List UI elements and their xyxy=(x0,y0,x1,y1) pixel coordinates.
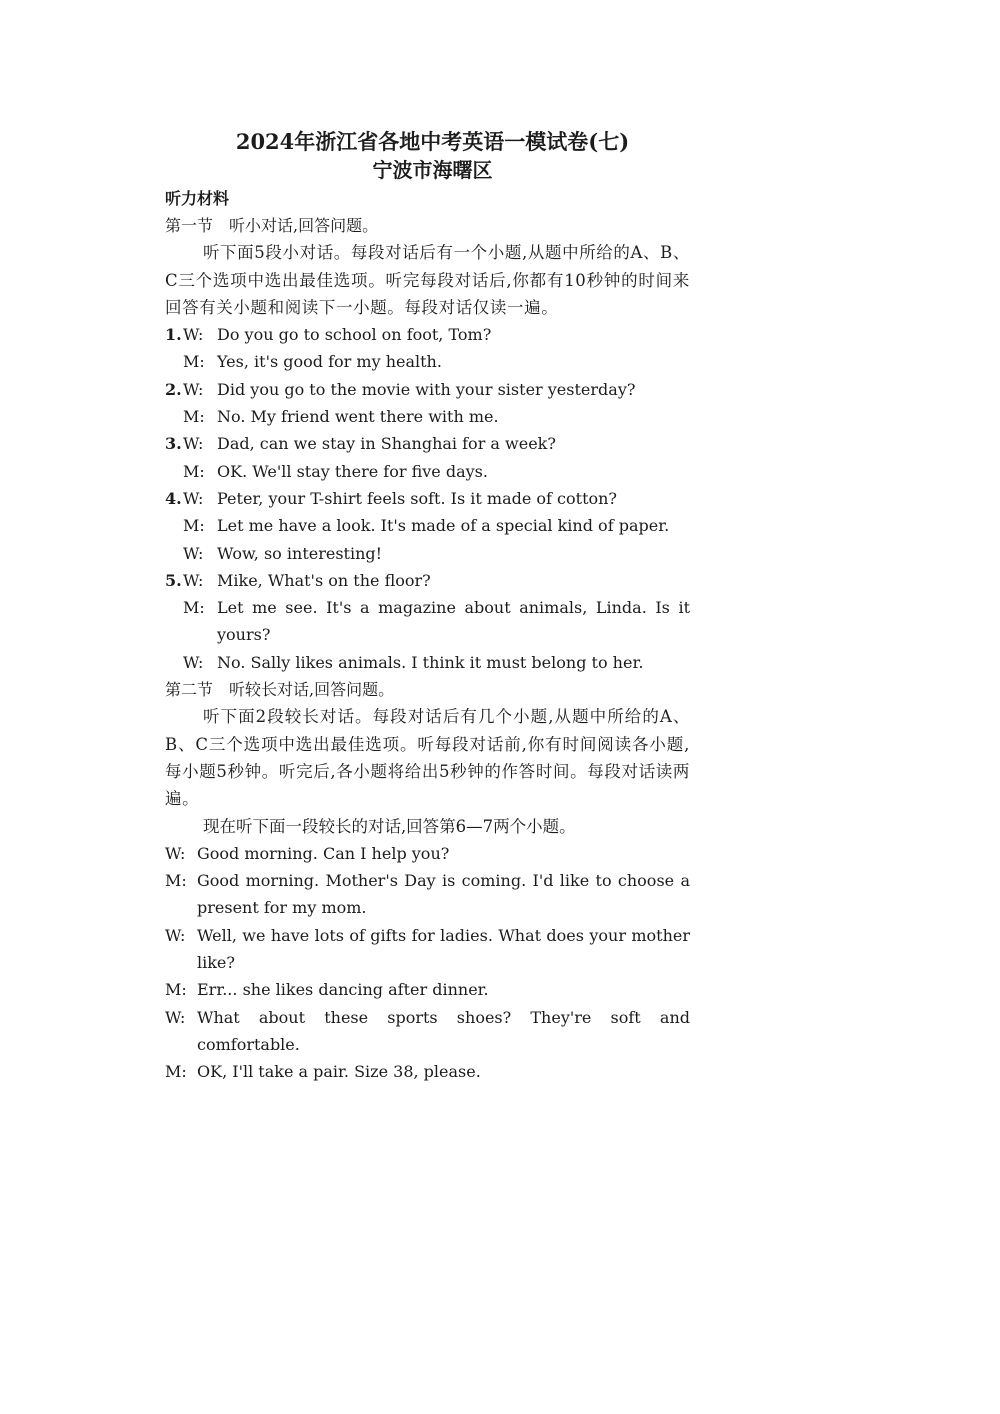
exam-page xyxy=(165,128,690,1086)
page-subtitle: 宁波市海曙区 xyxy=(372,158,493,182)
speaker-label: W: xyxy=(183,543,204,563)
dialogue-line xyxy=(165,321,690,348)
speaker-label: W: xyxy=(183,325,204,345)
speaker-label: W: xyxy=(165,1007,186,1027)
dialogue-text: Wow, so interesting! xyxy=(217,543,383,563)
dialogue-line xyxy=(165,1058,690,1085)
speaker-label: W: xyxy=(165,925,186,945)
dialogue-line xyxy=(165,649,690,676)
part1-instructions: 听下面5段小对话。每段对话后有一个小题,从题中所给的A、B、C三个选项中选出最佳选项。听完每段对话后,你都有10秒钟的时间来回答有关小题和阅读下一小题。每段对话仅读一遍。 xyxy=(165,243,690,317)
dialogue-text: OK, I'll take a pair. Size 38, please. xyxy=(197,1062,481,1082)
dialogue-line xyxy=(165,403,690,430)
dialogue-line xyxy=(165,485,690,512)
dialogue-line xyxy=(165,840,690,867)
part1-dialogues xyxy=(165,321,690,676)
dialogue-line xyxy=(165,512,690,539)
speaker-label: M: xyxy=(183,352,205,372)
dialogue-text: No. Sally likes animals. I think it must belong to her. xyxy=(217,652,644,672)
speaker-label: W: xyxy=(183,652,204,672)
speaker-label: M: xyxy=(165,871,187,891)
dialogue-text: Let me have a look. It's made of a special kind of paper. xyxy=(217,516,670,536)
speaker-label: W: xyxy=(183,488,204,508)
speaker-label: M: xyxy=(165,1062,187,1082)
dialogue-line xyxy=(165,458,690,485)
section-heading: 听力材料 xyxy=(165,189,230,208)
question-number: 4. xyxy=(165,488,182,508)
dialogue-text: Good morning. Mother's Day is coming. I'd like to choose a present for my mom. xyxy=(197,871,690,918)
dialogue-text: Dad, can we stay in Shanghai for a week? xyxy=(217,434,556,454)
part2-instructions: 听下面2段较长对话。每段对话后有几个小题,从题中所给的A、B、C三个选项中选出最佳选项。听每段对话前,你有时间阅读各小题,每小题5秒钟。听完后,各小题将给出5秒钟的作答时间。每段对话读两遍。 xyxy=(165,707,690,809)
dialogue-line xyxy=(165,1004,690,1059)
dialogue-line xyxy=(165,348,690,375)
question-number: 2. xyxy=(165,379,182,399)
dialogue-text: Do you go to school on foot, Tom? xyxy=(217,325,492,345)
dialogue-text: Did you go to the movie with your sister yesterday? xyxy=(217,379,636,399)
question-number: 1. xyxy=(165,325,182,345)
dialogue-text: Mike, What's on the floor? xyxy=(217,570,431,590)
dialogue-line xyxy=(165,376,690,403)
dialogue-text: Good morning. Can I help you? xyxy=(197,843,450,863)
dialogue-line xyxy=(165,594,690,649)
speaker-label: W: xyxy=(183,379,204,399)
dialogue-text: Well, we have lots of gifts for ladies. What does your mother like? xyxy=(197,925,690,973)
dialogue-text: Peter, your T-shirt feels soft. Is it made of cotton? xyxy=(217,488,618,508)
question-number: 5. xyxy=(165,570,182,590)
dialogue-line xyxy=(165,922,690,977)
speaker-label: M: xyxy=(183,598,205,618)
dialogue-line xyxy=(165,976,690,1003)
dialogue-text: What about these sports shoes? They're soft and comfortable. xyxy=(197,1007,690,1054)
page-title: 2024年浙江省各地中考英语一模试卷(七) xyxy=(235,129,630,154)
part2-dialogue xyxy=(165,840,690,1086)
dialogue-text: OK. We'll stay there for five days. xyxy=(217,461,488,481)
speaker-label: M: xyxy=(183,461,205,481)
part2-heading: 第二节 听较长对话,回答问题。 xyxy=(165,680,395,700)
speaker-label: M: xyxy=(183,516,205,536)
question-number: 3. xyxy=(165,434,182,454)
dialogue-text: Yes, it's good for my health. xyxy=(217,352,442,372)
speaker-label: W: xyxy=(183,434,204,454)
dialogue-line xyxy=(165,430,690,457)
dialogue-line xyxy=(165,867,690,922)
dialogue-line xyxy=(165,540,690,567)
dialogue-text: Let me see. It's a magazine about animals, Linda. Is it yours? xyxy=(217,598,690,645)
speaker-label: M: xyxy=(165,980,187,1000)
speaker-label: W: xyxy=(165,843,186,863)
speaker-label: W: xyxy=(183,570,204,590)
part1-heading: 第一节 听小对话,回答问题。 xyxy=(165,216,379,235)
dialogue-text: Err... she likes dancing after dinner. xyxy=(197,980,489,1000)
dialogue-text: No. My friend went there with me. xyxy=(217,407,499,427)
part2-prompt: 现在听下面一段较长的对话,回答第6—7两个小题。 xyxy=(202,816,576,836)
speaker-label: M: xyxy=(183,407,205,427)
dialogue-line xyxy=(165,567,690,594)
